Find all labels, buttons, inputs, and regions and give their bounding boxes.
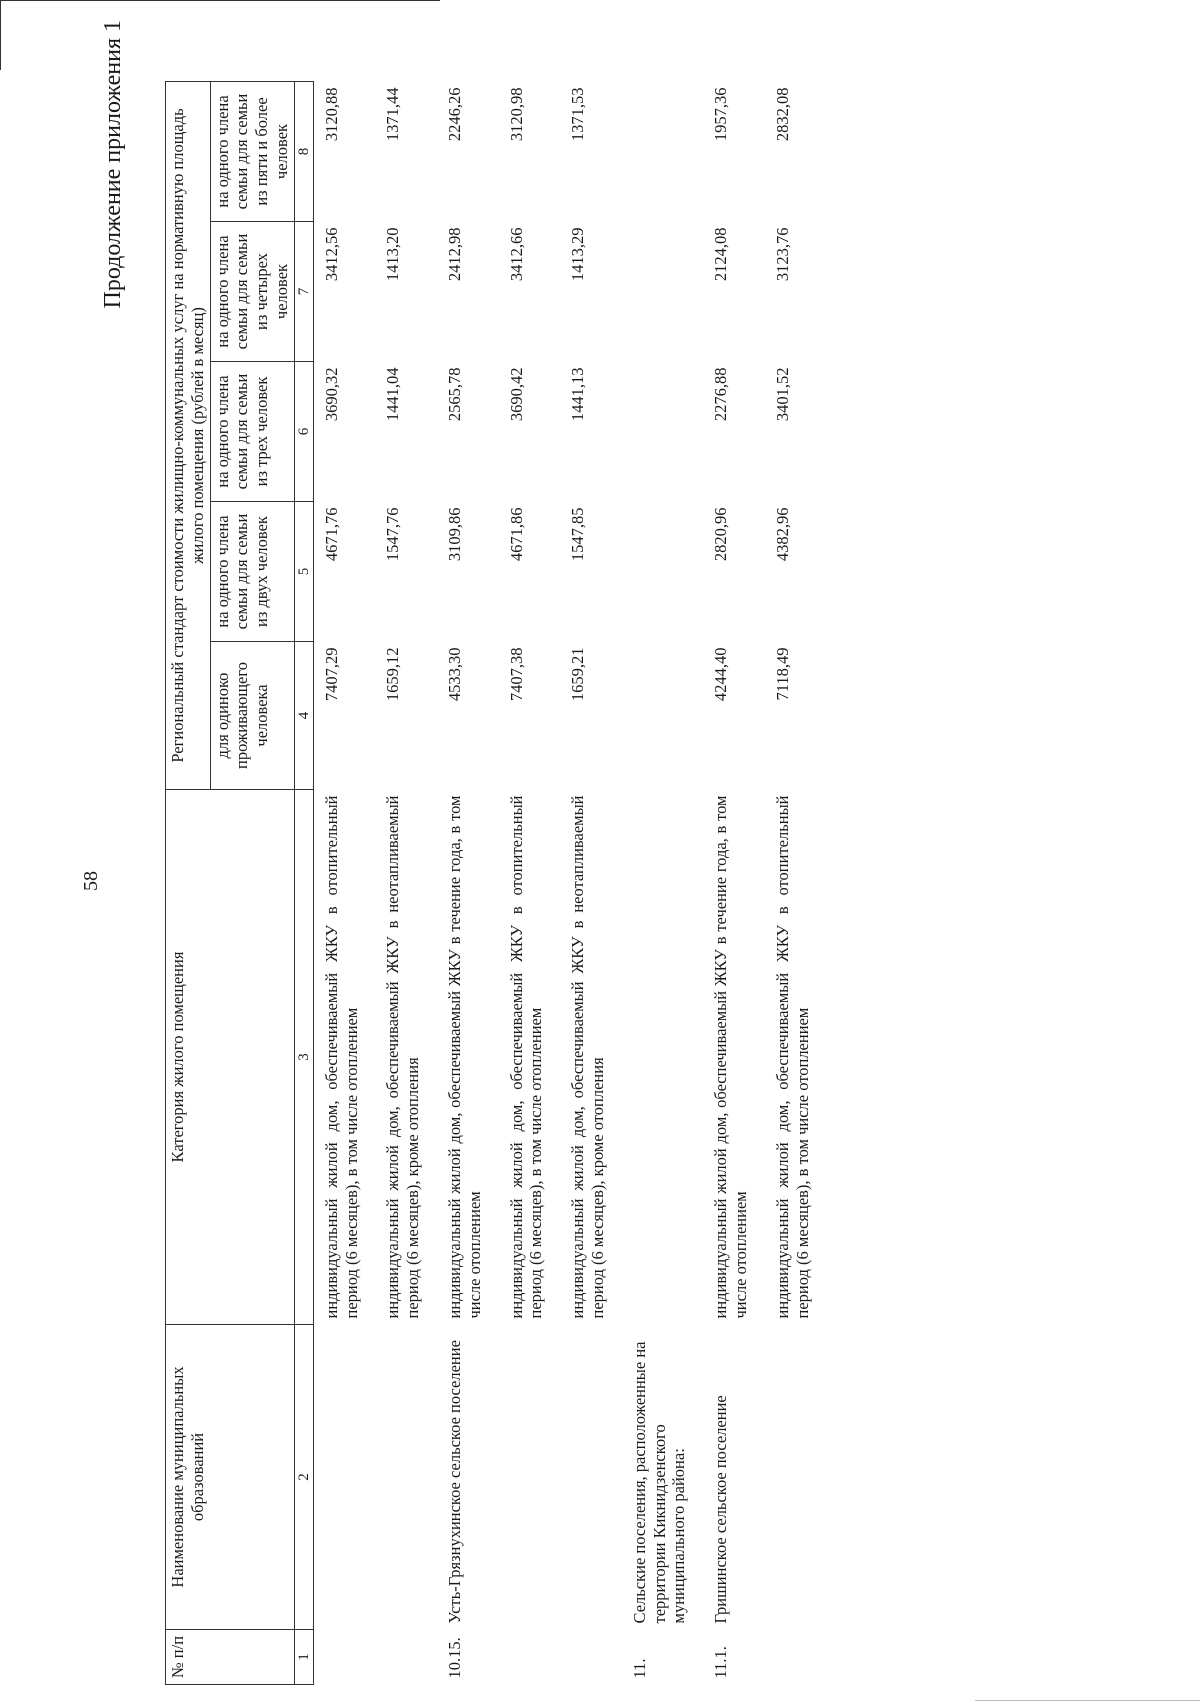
- table-row: [622, 81, 703, 1684]
- header-standard: Региональный стандарт стоимости жилищно-коммунальных услуг на нормативную площадь жилого помещения (рублей в месяц): [166, 81, 211, 789]
- value-family-5plus: 1371,44: [383, 87, 403, 142]
- value-family-3: 3690,32: [321, 367, 341, 422]
- value-single: 7407,29: [321, 647, 341, 702]
- value-single: 1659,21: [568, 647, 588, 702]
- row-number: [499, 1630, 561, 1685]
- housing-category: индивидуальный жилой дом, обеспечиваемый ЖКУ в неотапливаемый период (6 месяцев), кроме отопления: [383, 795, 423, 1319]
- row-number: [313, 1630, 375, 1685]
- value-single: 4244,40: [711, 647, 731, 702]
- table-row: [765, 81, 827, 1684]
- table-row: [703, 81, 765, 1684]
- value-family-3: 2565,78: [444, 367, 464, 422]
- value-family-2: [622, 502, 703, 642]
- housing-category: индивидуальный жилой дом, обеспечиваемый ЖКУ в течение года, в том числе отоплением: [711, 795, 750, 1319]
- value-family-5plus: 1371,53: [568, 87, 588, 142]
- page-number: 58: [80, 871, 102, 891]
- value-family-2: 1547,76: [383, 507, 403, 562]
- municipality-name: Гришинское сельское поселение: [711, 1395, 731, 1624]
- housing-category: индивидуальный жилой дом, обеспечиваемый ЖКУ в отопительный период (6 месяцев), в том числе отоплением: [506, 795, 546, 1319]
- value-single: 7407,38: [506, 647, 526, 702]
- value-single: 1659,12: [383, 647, 403, 702]
- value-family-5plus: 3120,88: [321, 87, 341, 142]
- value-family-4: 1413,29: [568, 227, 588, 282]
- value-family-2: 4382,96: [772, 507, 792, 562]
- header-col7: на одного члена семьи для семьи из четырех человек: [210, 222, 294, 362]
- header-col5: на одного члена семьи для семьи из двух человек: [210, 502, 294, 642]
- value-family-4: 3123,76: [772, 227, 792, 282]
- header-col6: на одного члена семьи для семьи из трех человек: [210, 362, 294, 502]
- municipality-name: [499, 1325, 561, 1630]
- value-family-5plus: 3120,98: [506, 87, 526, 142]
- value-family-3: 3690,42: [506, 367, 526, 422]
- value-family-2: 3109,86: [444, 507, 464, 562]
- value-family-2: 1547,85: [568, 507, 588, 562]
- header-col8: на одного члена семьи для семьи из пяти и более человек: [210, 81, 294, 221]
- header-category: Категория жилого помещения: [166, 790, 295, 1325]
- housing-category: индивидуальный жилой дом, обеспечиваемый ЖКУ в течение года, в том числе отоплением: [444, 795, 484, 1319]
- value-family-5plus: 2832,08: [772, 87, 792, 142]
- housing-category: индивидуальный жилой дом, обеспечиваемый ЖКУ в неотапливаемый период (6 месяцев), кроме отопления: [568, 795, 607, 1319]
- value-family-5plus: 2246,26: [444, 87, 464, 142]
- value-family-5plus: 1957,36: [711, 87, 731, 142]
- value-family-2: 2820,96: [711, 507, 731, 562]
- row-number: 11.1.: [711, 1646, 731, 1679]
- municipality-name: [375, 1325, 437, 1630]
- row-number: 10.15.: [444, 1637, 464, 1679]
- housing-category: [622, 790, 703, 1325]
- housing-category: индивидуальный жилой дом, обеспечиваемый ЖКУ в отопительный период (6 месяцев), в том числе отоплением: [321, 795, 361, 1319]
- value-family-3: 2276,88: [711, 367, 731, 422]
- value-family-3: [622, 362, 703, 502]
- header-name: Наименование муниципальных образований: [166, 1325, 295, 1630]
- value-family-4: 3412,66: [506, 227, 526, 282]
- row-number: [765, 1630, 827, 1685]
- column-number: 2: [294, 1325, 313, 1630]
- value-family-3: 3401,52: [772, 367, 792, 422]
- row-number: [560, 1630, 622, 1685]
- table-row: [499, 81, 561, 1684]
- row-number: 11.: [629, 1658, 649, 1679]
- table-row: [560, 81, 622, 1684]
- value-family-4: 1413,20: [383, 227, 403, 282]
- housing-category: индивидуальный жилой дом, обеспечиваемый ЖКУ в отопительный период (6 месяцев), в том числе отоплением: [772, 795, 812, 1319]
- column-number: 6: [294, 362, 313, 502]
- continuation-title: Продолжение приложения 1: [100, 20, 126, 309]
- value-family-4: [622, 222, 703, 362]
- value-family-3: 1441,13: [568, 367, 588, 422]
- header-no: № п/п: [166, 1630, 295, 1685]
- municipality-name: [765, 1325, 827, 1630]
- column-number: 8: [294, 81, 313, 221]
- value-family-4: 2124,08: [711, 227, 731, 282]
- municipality-group-name: Сельские поселения, расположенные на территории Кикнидзенского муниципального района:: [629, 1341, 689, 1624]
- column-number: 4: [294, 642, 313, 790]
- municipality-name: [560, 1325, 622, 1630]
- value-family-3: 1441,04: [383, 367, 403, 422]
- row-number: [375, 1630, 437, 1685]
- column-number: 7: [294, 222, 313, 362]
- value-single: [622, 642, 703, 790]
- value-family-2: 4671,76: [321, 507, 341, 562]
- value-single: 7118,49: [772, 647, 792, 701]
- column-number: 3: [294, 790, 313, 1325]
- column-number-row: [294, 81, 313, 1684]
- tariff-table: [165, 81, 826, 1685]
- value-family-5plus: [622, 81, 703, 221]
- table-row: [375, 81, 437, 1684]
- value-family-4: 3412,56: [321, 227, 341, 282]
- header-col4: для одиноко проживающего человека: [210, 642, 294, 790]
- table-row: [437, 81, 499, 1684]
- value-single: 4533,30: [444, 647, 464, 702]
- municipality-name: Усть-Грязнухинское сельское поселение: [444, 1340, 464, 1624]
- table-row: [313, 81, 375, 1684]
- column-number: 1: [294, 1630, 313, 1685]
- column-number: 5: [294, 502, 313, 642]
- value-family-2: 4671,86: [506, 507, 526, 562]
- municipality-name: [313, 1325, 375, 1630]
- value-family-4: 2412,98: [444, 227, 464, 282]
